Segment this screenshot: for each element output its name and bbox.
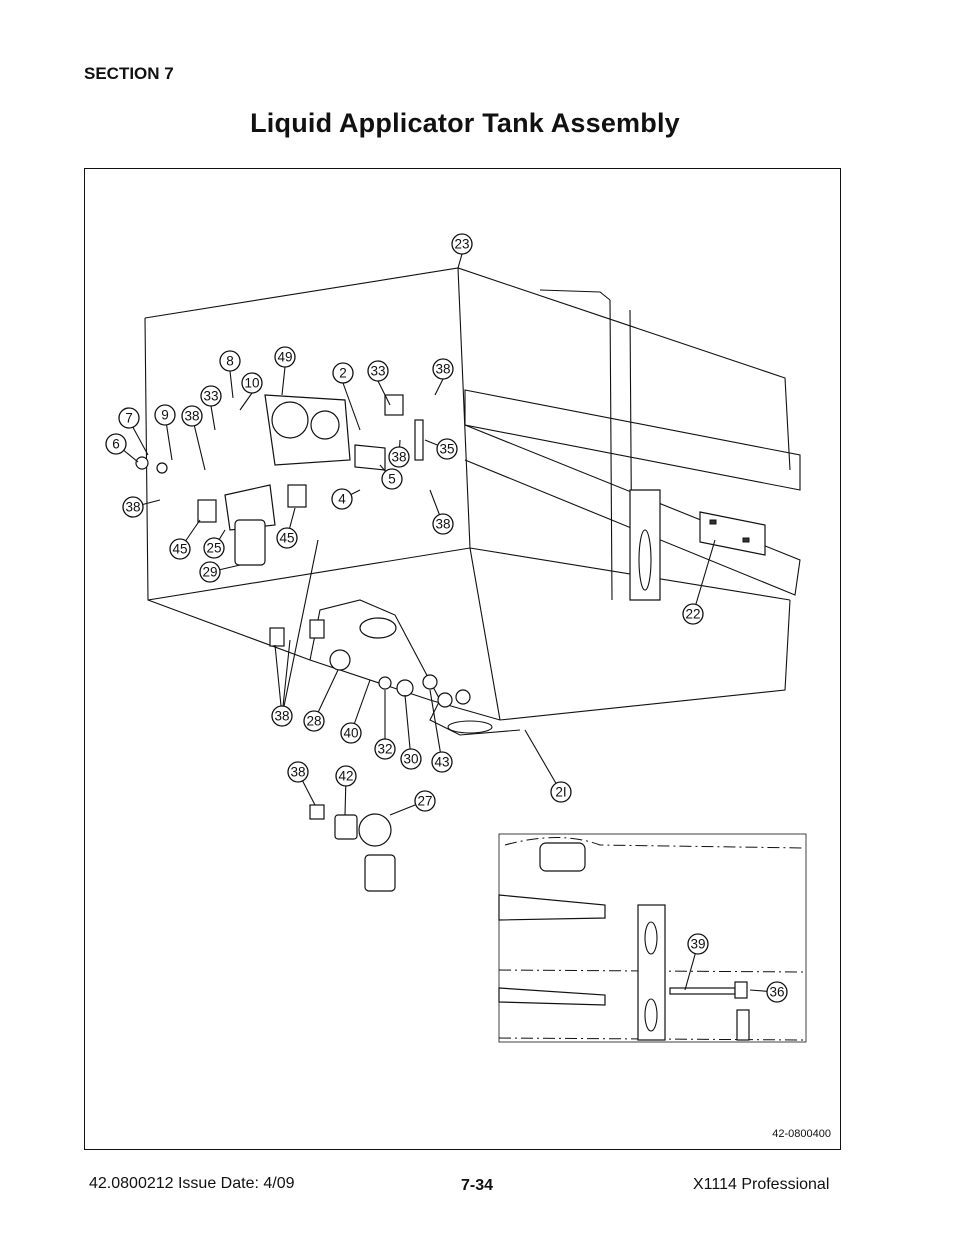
svg-text:10: 10 [244, 375, 260, 391]
svg-text:2I: 2I [555, 784, 567, 800]
svg-text:38: 38 [274, 708, 290, 724]
svg-text:4: 4 [338, 491, 346, 507]
svg-text:23: 23 [454, 236, 470, 252]
svg-text:40: 40 [343, 725, 359, 741]
svg-text:35: 35 [439, 441, 455, 457]
svg-text:49: 49 [277, 349, 293, 365]
footer-doc-issue: 42.0800212 Issue Date: 4/09 [89, 1175, 295, 1192]
svg-text:43: 43 [434, 754, 450, 770]
svg-text:45: 45 [172, 541, 188, 557]
svg-text:32: 32 [377, 741, 393, 757]
svg-text:38: 38 [290, 764, 306, 780]
svg-text:27: 27 [417, 793, 433, 809]
footer-product: X1114 Professional [693, 1176, 830, 1193]
svg-text:7: 7 [125, 410, 133, 426]
drawing-number: 42-0800400 [772, 1128, 831, 1140]
svg-text:29: 29 [202, 564, 218, 580]
svg-text:9: 9 [161, 407, 169, 423]
svg-text:42: 42 [338, 768, 354, 784]
svg-text:6: 6 [112, 436, 120, 452]
svg-text:22: 22 [685, 606, 701, 622]
svg-text:39: 39 [690, 936, 706, 952]
page-title: Liquid Applicator Tank Assembly [250, 108, 680, 138]
svg-text:38: 38 [184, 408, 200, 424]
svg-text:38: 38 [391, 449, 407, 465]
section-label: SECTION 7 [84, 64, 174, 83]
svg-text:30: 30 [403, 751, 419, 767]
svg-text:33: 33 [203, 388, 219, 404]
svg-text:8: 8 [226, 353, 234, 369]
svg-text:28: 28 [306, 713, 322, 729]
svg-text:25: 25 [206, 540, 222, 556]
svg-text:36: 36 [769, 984, 785, 1000]
svg-text:5: 5 [388, 471, 396, 487]
svg-text:45: 45 [279, 530, 295, 546]
svg-text:38: 38 [125, 499, 141, 515]
svg-text:2: 2 [339, 365, 347, 381]
drawing-number-holder [84, 168, 841, 1150]
footer-page-number: 7-34 [461, 1177, 494, 1194]
svg-text:38: 38 [435, 516, 451, 532]
svg-text:33: 33 [370, 363, 386, 379]
svg-text:38: 38 [435, 361, 451, 377]
